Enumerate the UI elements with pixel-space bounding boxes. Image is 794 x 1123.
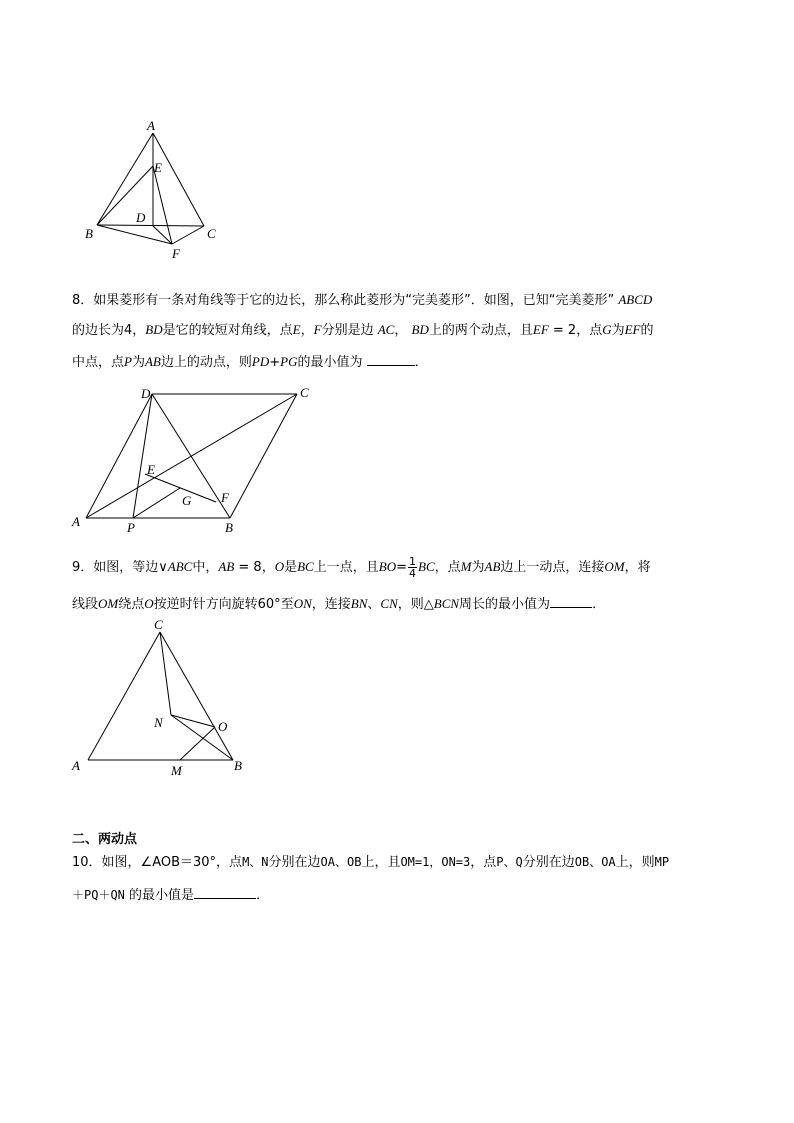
label-E: E xyxy=(147,462,155,477)
figure-9-svg xyxy=(0,610,794,780)
figure-7-svg xyxy=(0,0,794,270)
figure-equilateral-triangle xyxy=(0,610,794,780)
label-F: F xyxy=(221,490,229,505)
label-E: E xyxy=(154,160,162,175)
label-D: D xyxy=(136,210,146,225)
q10-line-1: 10．如图，∠AOB＝30°，点M、N分别在边OA、OB上，且OM=1，ON=3，点P、Q分别在边OB、OA上，则MP xyxy=(72,855,670,870)
answer-blank-q9[interactable] xyxy=(550,595,592,608)
label-B: B xyxy=(234,758,242,773)
label-B: B xyxy=(225,520,233,535)
q9-line-2: 线段OM绕点O按逆时针方向旋转60°至ON，连接BN、CN，则△BCN周长的最小值为 ． xyxy=(72,596,606,612)
answer-blank-q8[interactable] xyxy=(367,353,415,366)
label-C: C xyxy=(154,617,163,632)
section-title: 二、两动点 xyxy=(72,832,138,847)
label-A: A xyxy=(147,118,155,133)
q9-line-1: 9．如图，等边∨ABC中，AB = 8，O是BC上一点，且BO= $\frac{1}{4}$ BC，点M为AB边上一动点，连接OM，将 xyxy=(72,555,651,580)
label-B: B xyxy=(85,226,93,241)
figure-triangle-abc-def xyxy=(0,0,794,270)
label-F: F xyxy=(172,246,180,261)
figure-rhombus-abcd xyxy=(0,380,794,540)
fraction-one-quarter: $\frac{1}{4}$ xyxy=(409,555,416,580)
label-D: D xyxy=(141,386,151,401)
label-C: C xyxy=(300,385,309,400)
label-O: O xyxy=(218,719,228,734)
label-A: A xyxy=(72,758,80,773)
figure-8-svg xyxy=(0,380,794,540)
q8-line-2: 的边长为4，BD是它的较短对角线，点E，F分别是边 AC， BD上的两个动点，且EF = 2，点G为EF的 xyxy=(72,322,654,338)
label-M: M xyxy=(171,763,182,778)
q10-line-2: ＋PQ＋QN 的最小值是 ． xyxy=(72,888,270,903)
label-C: C xyxy=(207,226,216,241)
label-N: N xyxy=(154,715,163,730)
q8-line-1: 8．如果菱形有一条对角线等于它的边长，那么称此菱形为“完美菱形”．如图，已知“完美菱形” ABCD xyxy=(72,292,653,308)
label-G: G xyxy=(182,493,192,508)
label-P: P xyxy=(127,520,135,535)
answer-blank-q10[interactable] xyxy=(194,886,256,899)
label-A: A xyxy=(72,514,80,529)
q8-line-3: 中点，点P为AB边上的动点，则PD+PG的最小值为 ． xyxy=(72,354,428,370)
